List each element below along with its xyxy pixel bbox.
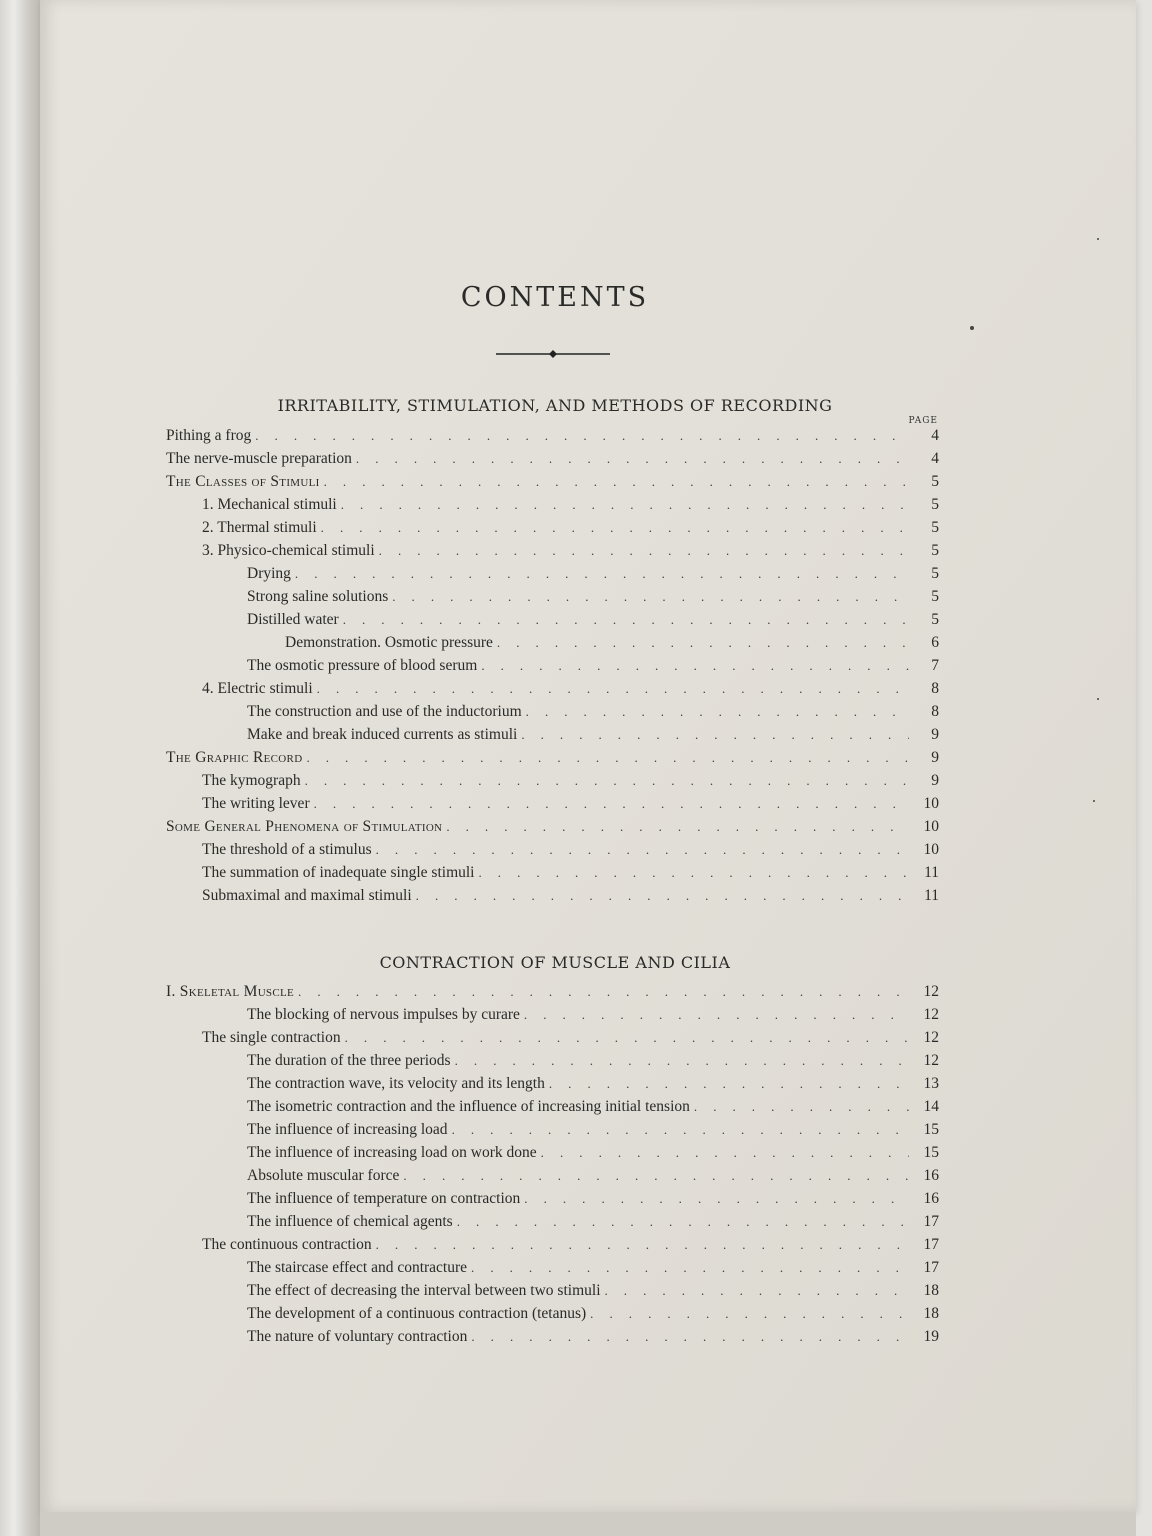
- toc-entry: [166, 887, 939, 910]
- dot-leader: [457, 1214, 909, 1230]
- toc-entry-page-number: 19: [923, 1328, 939, 1345]
- toc-entry-title: The development of a continuous contraction (tetanus): [247, 1305, 587, 1322]
- toc-entry: [166, 749, 939, 772]
- toc-entry-title: The threshold of a stimulus: [202, 841, 372, 858]
- contents-title: CONTENTS: [460, 282, 650, 313]
- toc-entry-title: The Graphic Record: [166, 749, 303, 766]
- toc-entry-title: The single contraction: [202, 1029, 341, 1046]
- toc-entry-title: The nerve-muscle preparation: [166, 450, 352, 467]
- toc-entry: [166, 1236, 939, 1259]
- dot-leader: [455, 1053, 909, 1069]
- toc-section-contraction: [166, 983, 939, 1351]
- toc-entry: [166, 473, 939, 496]
- toc-entry-title: Strong saline solutions: [247, 588, 389, 605]
- dot-leader: [376, 1237, 909, 1253]
- toc-entry-title: Pithing a frog: [166, 427, 252, 444]
- toc-entry: [166, 1282, 939, 1305]
- dot-leader: [452, 1122, 909, 1138]
- toc-entry-title: The summation of inadequate single stimuli: [202, 864, 475, 881]
- toc-entry-page-number: 5: [931, 611, 939, 628]
- toc-entry: [166, 983, 939, 1006]
- toc-entry-title: The staircase effect and contracture: [247, 1259, 468, 1276]
- toc-entry-title: The osmotic pressure of blood serum: [247, 657, 478, 674]
- toc-entry-page-number: 15: [923, 1121, 939, 1138]
- dot-leader: [379, 543, 909, 559]
- toc-entry-title: 4. Electric stimuli: [202, 680, 313, 697]
- toc-entry-title: The influence of chemical agents: [247, 1213, 453, 1230]
- toc-entry-title: The Classes of Stimuli: [166, 473, 320, 490]
- toc-entry-title: The isometric contraction and the influence of increasing initial tension: [247, 1098, 690, 1115]
- toc-entry: [166, 772, 939, 795]
- dot-leader: [694, 1099, 909, 1115]
- toc-entry-title: Some General Phenomena of Stimulation: [166, 818, 443, 835]
- toc-entry-page-number: 12: [923, 1052, 939, 1069]
- toc-entry-page-number: 12: [923, 1006, 939, 1023]
- toc-entry: [166, 542, 939, 565]
- toc-entry-page-number: 13: [923, 1075, 939, 1092]
- toc-entry: [166, 588, 939, 611]
- toc-entry: [166, 1052, 939, 1075]
- toc-entry-page-number: 5: [931, 588, 939, 605]
- toc-entry-page-number: 16: [923, 1190, 939, 1207]
- dot-leader: [356, 451, 909, 467]
- toc-entry-page-number: 4: [931, 427, 939, 444]
- toc-entry-page-number: 12: [923, 983, 939, 1000]
- toc-entry: [166, 1121, 939, 1144]
- dot-leader: [590, 1306, 909, 1322]
- toc-entry-title: The influence of increasing load on work done: [247, 1144, 537, 1161]
- toc-entry: [166, 519, 939, 542]
- toc-entry-page-number: 6: [931, 634, 939, 651]
- toc-entry-page-number: 11: [924, 887, 939, 904]
- toc-entry-page-number: 18: [923, 1282, 939, 1299]
- toc-entry-page-number: 10: [923, 818, 939, 835]
- toc-entry-title: Drying: [247, 565, 291, 582]
- dot-leader: [479, 865, 910, 881]
- dot-leader: [314, 796, 909, 812]
- section-heading-contraction: CONTRACTION OF MUSCLE AND CILIA: [379, 953, 731, 972]
- page-bottom-edge: [40, 1512, 1136, 1536]
- dot-leader: [345, 1030, 909, 1046]
- toc-entry: [166, 1098, 939, 1121]
- dot-leader: [295, 566, 909, 582]
- toc-entry-page-number: 18: [923, 1305, 939, 1322]
- toc-entry-title: The influence of increasing load: [247, 1121, 448, 1138]
- book-binding-edge: [0, 0, 40, 1536]
- dot-leader: [526, 704, 909, 720]
- toc-entry: [166, 841, 939, 864]
- toc-entry: [166, 1213, 939, 1236]
- dot-leader: [497, 635, 909, 651]
- dot-leader: [317, 681, 909, 697]
- toc-entry-page-number: 8: [931, 703, 939, 720]
- toc-entry-title: Demonstration. Osmotic pressure: [285, 634, 493, 651]
- toc-entry-page-number: 9: [931, 726, 939, 743]
- dot-leader: [305, 773, 909, 789]
- toc-entry-page-number: 5: [931, 519, 939, 536]
- dot-leader: [376, 842, 909, 858]
- dot-leader: [605, 1283, 910, 1299]
- toc-entry-title: The influence of temperature on contraction: [247, 1190, 521, 1207]
- toc-entry-page-number: 8: [931, 680, 939, 697]
- toc-entry-title: I. Skeletal Muscle: [166, 983, 295, 1000]
- dot-leader: [549, 1076, 909, 1092]
- toc-entry-title: The nature of voluntary contraction: [247, 1328, 468, 1345]
- dot-leader: [321, 520, 909, 536]
- toc-entry-title: 1. Mechanical stimuli: [202, 496, 337, 513]
- toc-entry-page-number: 7: [931, 657, 939, 674]
- toc-entry-page-number: 4: [931, 450, 939, 467]
- toc-entry: [166, 565, 939, 588]
- dot-leader: [324, 474, 909, 490]
- toc-entry-title: Distilled water: [247, 611, 339, 628]
- section-heading-irritability: IRRITABILITY, STIMULATION, AND METHODS OF RECORDING: [277, 396, 833, 415]
- toc-entry-page-number: 5: [931, 565, 939, 582]
- toc-entry: [166, 657, 939, 680]
- toc-entry: [166, 450, 939, 473]
- toc-entry-page-number: 17: [923, 1213, 939, 1230]
- dot-leader: [524, 1007, 909, 1023]
- dot-leader: [481, 658, 909, 674]
- toc-entry: [166, 703, 939, 726]
- toc-entry-title: 3. Physico-chemical stimuli: [202, 542, 375, 559]
- toc-entry: [166, 864, 939, 887]
- toc-entry-title: Absolute muscular force: [247, 1167, 400, 1184]
- toc-entry-title: The duration of the three periods: [247, 1052, 451, 1069]
- toc-entry-page-number: 17: [923, 1236, 939, 1253]
- dot-leader: [471, 1260, 909, 1276]
- toc-entry-page-number: 11: [924, 864, 939, 881]
- toc-entry: [166, 1167, 939, 1190]
- toc-entry: [166, 611, 939, 634]
- toc-entry-page-number: 14: [923, 1098, 939, 1115]
- toc-entry: [166, 1190, 939, 1213]
- toc-entry: [166, 496, 939, 519]
- toc-entry: [166, 1029, 939, 1052]
- toc-entry: [166, 680, 939, 703]
- toc-entry-page-number: 5: [931, 496, 939, 513]
- toc-entry-title: The effect of decreasing the interval between two stimuli: [247, 1282, 601, 1299]
- toc-entry: [166, 1259, 939, 1282]
- dot-leader: [255, 428, 909, 444]
- toc-section-irritability: [166, 427, 939, 910]
- toc-entry-page-number: 5: [931, 473, 939, 490]
- toc-entry-title: The blocking of nervous impulses by curare: [247, 1006, 520, 1023]
- toc-entry-page-number: 10: [923, 795, 939, 812]
- dot-leader: [471, 1329, 909, 1345]
- toc-entry: [166, 1305, 939, 1328]
- toc-entry-page-number: 9: [931, 749, 939, 766]
- toc-entry-title: The kymograph: [202, 772, 301, 789]
- toc-entry-title: The construction and use of the inductorium: [247, 703, 522, 720]
- toc-entry: [166, 818, 939, 841]
- toc-entry-page-number: 16: [923, 1167, 939, 1184]
- toc-entry: [166, 1006, 939, 1029]
- toc-entry: [166, 795, 939, 818]
- toc-entry-page-number: 12: [923, 1029, 939, 1046]
- toc-entry: [166, 634, 939, 657]
- toc-entry-page-number: 10: [923, 841, 939, 858]
- dot-leader: [306, 750, 909, 766]
- dot-leader: [298, 984, 909, 1000]
- dot-leader: [392, 589, 909, 605]
- toc-entry-title: Submaximal and maximal stimuli: [202, 887, 412, 904]
- toc-entry-title: The continuous contraction: [202, 1236, 372, 1253]
- toc-entry: [166, 427, 939, 450]
- toc-entry-title: 2. Thermal stimuli: [202, 519, 317, 536]
- dot-leader: [343, 612, 909, 628]
- toc-entry: [166, 1328, 939, 1351]
- dot-leader: [521, 727, 909, 743]
- dot-leader: [541, 1145, 909, 1161]
- toc-entry-page-number: 17: [923, 1259, 939, 1276]
- toc-entry-title: The contraction wave, its velocity and its length: [247, 1075, 545, 1092]
- toc-entry: [166, 726, 939, 749]
- dot-leader: [416, 888, 909, 904]
- toc-entry-page-number: 5: [931, 542, 939, 559]
- dot-leader: [446, 819, 909, 835]
- dot-leader: [403, 1168, 909, 1184]
- toc-entry: [166, 1075, 939, 1098]
- toc-entry: [166, 1144, 939, 1167]
- toc-entry-title: Make and break induced currents as stimuli: [247, 726, 518, 743]
- dot-leader: [524, 1191, 909, 1207]
- title-ornament-rule: [496, 349, 610, 359]
- toc-entry-title: The writing lever: [202, 795, 310, 812]
- toc-entry-page-number: 15: [923, 1144, 939, 1161]
- page-column-label: PAGE: [908, 416, 938, 426]
- toc-entry-page-number: 9: [931, 772, 939, 789]
- dot-leader: [341, 497, 909, 513]
